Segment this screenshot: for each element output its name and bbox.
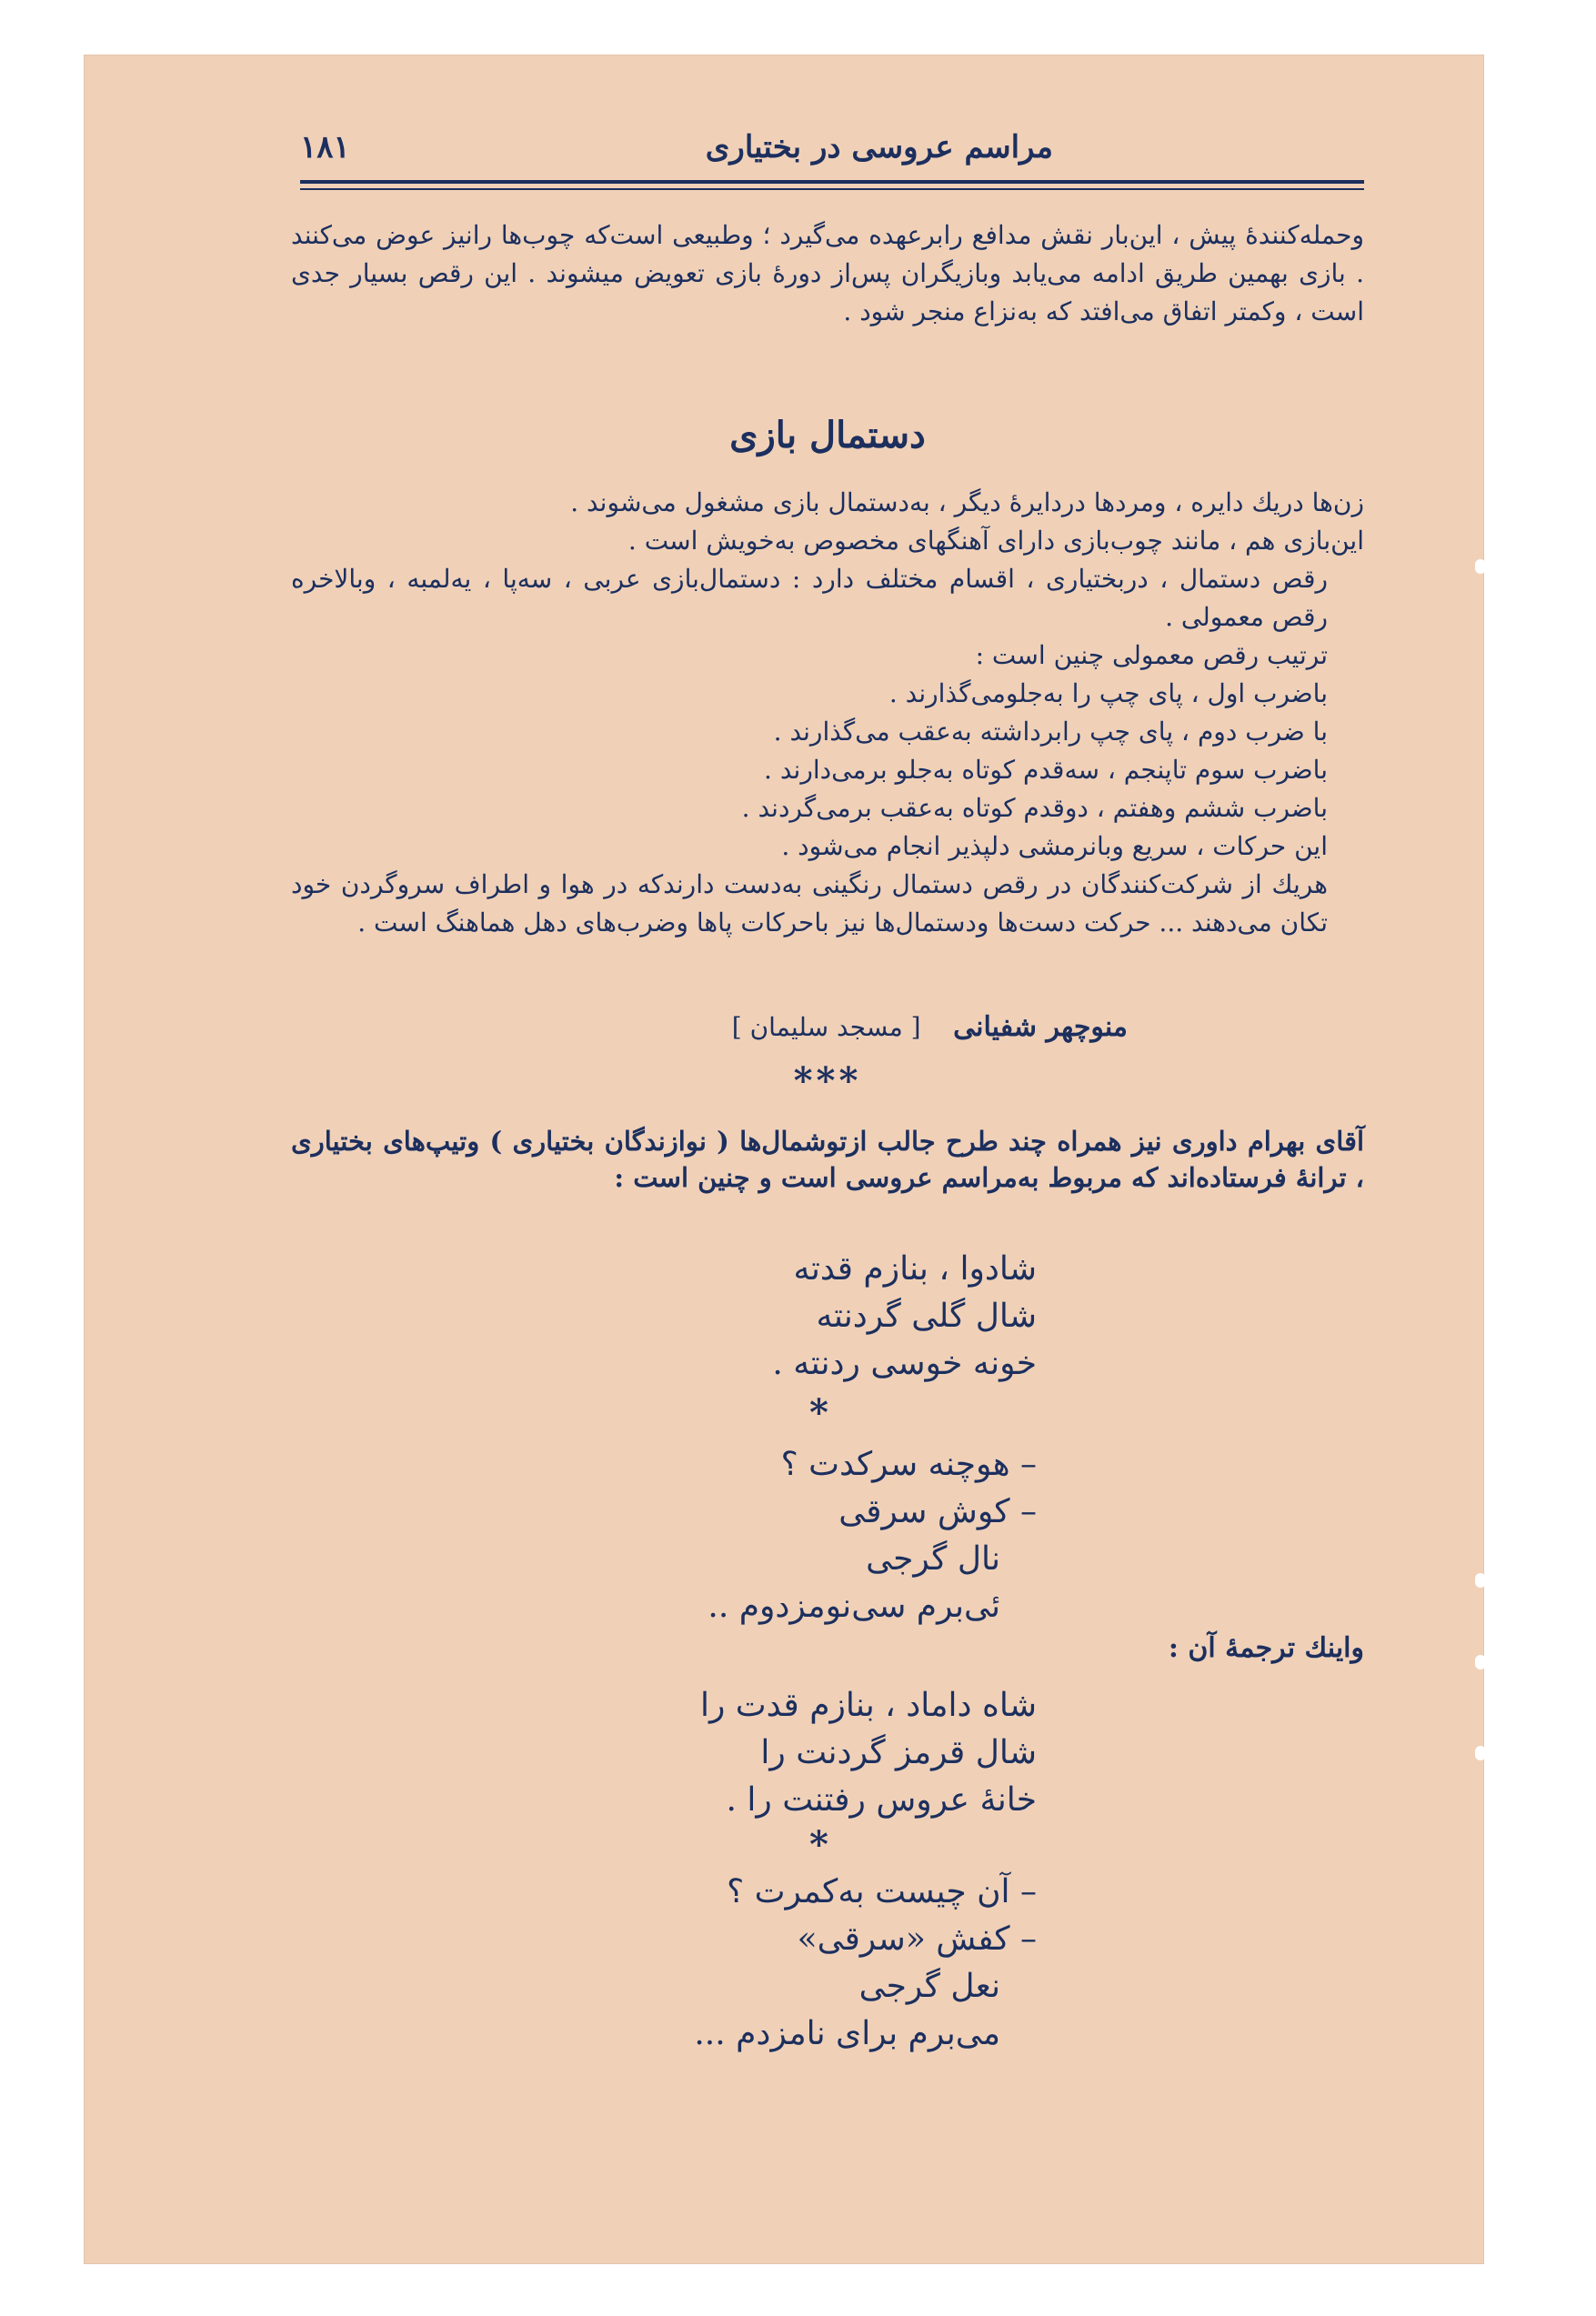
body-paragraph: باضرب اول ، پای چپ را به‌جلومی‌گذارند . [888,678,1328,708]
poem-translation-stanza-2 [509,1869,1037,2058]
body-paragraph: با ضرب دوم ، پای چپ رابرداشته به‌عقب می‌گذارند . [773,717,1328,747]
body-paragraph: رقص دستمال ، دربختیاری ، اقسام مختلف دارد : دستمال‌بازی عربی ، سه‌پا ، یه‌لمبه ، وبالاخره رقص معمولی . [291,564,1328,632]
intro-paragraph: وحمله‌کنندهٔ پیش ، این‌بار نقش مدافع رابرعهده می‌گیرد ؛ وطبیعی است‌که چوب‌ها رانیز عوض می‌کنند . بازی بهمین طریق ادامه می‌یابد وبازیگران پس‌از دورهٔ بازی تعویض میشوند . این رقص بسیار جدی است ، وکمتر اتفاق می‌افتد که به‌نزاع منجر شود . [291,220,1364,326]
poem-line: خونه خوسی ردنته . [772,1345,1037,1382]
poem-line: – کفش «سرقی» [797,1920,1037,1958]
poem-translation-stanza-1 [509,1682,1037,1824]
body-paragraph: زن‌ها دریك دایره ، ومردها دردایرهٔ دیگر ، به‌دستمال بازی مشغول می‌شوند . [570,487,1364,517]
poem-line: نعل گرجی [858,1968,1000,2005]
section-heading: دستمال بازی [729,414,926,456]
poem-line: – کوش سرقی [838,1493,1037,1530]
page-notch [1475,1573,1486,1588]
poem-line: – هوچنه سرکدت ؟ [780,1446,1037,1483]
translation-label: واینك ترجمهٔ آن : [1168,1632,1364,1664]
author-name: منوچهر شفیانی [953,1011,1128,1043]
body-paragraph: باضرب سوم تاپنجم ، سه‌قدم کوتاه به‌جلو برمی‌دارند . [764,755,1328,785]
poem-line: شادوا ، بنازم قدته [793,1250,1037,1288]
page-notch [1475,1655,1486,1669]
page-notch [1475,1746,1486,1760]
page-number: ۱۸۱ [300,129,350,165]
poem-line: – آن چیست به‌کمرت ؟ [727,1873,1037,1910]
contributor-note: آقای بهرام داوری نیز همراه چند طرح جالب ازتوشمال‌ها ( نوازندگان بختیاری ) وتیپ‌های بختیاری ، ترانهٔ فرستاده‌اند که مربوط به‌مراسم عروسی است و چنین است : [291,1126,1364,1193]
section-separator: *** [793,1059,862,1102]
body-paragraph: این حرکات ، سریع وبانرمشی دلپذیر انجام می‌شود . [781,831,1328,861]
running-title: مراسم عروسی در بختیاری [705,129,1053,165]
author-signature [291,1011,1128,1043]
poem-line: خانهٔ عروس رفتنت را . [726,1781,1037,1819]
body-paragraph: باضرب ششم وهفتم ، دوقدم کوتاه به‌عقب برمی‌گردند . [741,793,1328,823]
body-paragraph: هریك از شرکت‌کنندگان در رقص دستمال رنگینی به‌دست دارندکه در هوا و اطراف سروگردن خود تکان می‌دهند ... حرکت دست‌ها ودستمال‌ها نیز باحرکات پاها وضرب‌های دهل هماهنگ است . [291,869,1328,937]
page-notch [1475,559,1486,574]
stanza-separator: * [809,1823,828,1866]
poem-original-stanza-2 [509,1441,1037,1630]
poem-line: شال قرمز گردنت را [760,1734,1037,1771]
stanza-separator: * [809,1391,828,1434]
poem-line: شال گلی گردنته [816,1298,1037,1335]
poem-line: نال گرجی [866,1540,1000,1578]
body-paragraph: این‌بازی هم ، مانند چوب‌بازی دارای آهنگهای مخصوص به‌خویش است . [627,526,1364,556]
header-rule-thin [300,188,1364,190]
poem-line: شاه داماد ، بنازم قدت را [699,1687,1037,1724]
section-body [291,484,1364,942]
page-header [218,129,1362,175]
poem-original-stanza-1 [509,1246,1037,1388]
body-paragraph: ترتیب رقص معمولی چنین است : [975,640,1328,670]
header-rule [300,180,1364,184]
poem-line: ئی‌برم سی‌نومزدوم .. [708,1588,1000,1625]
poem-line: می‌برم برای نامزدم ... [694,2015,1000,2052]
author-place: [ مسجد سلیمان ] [731,1012,921,1042]
